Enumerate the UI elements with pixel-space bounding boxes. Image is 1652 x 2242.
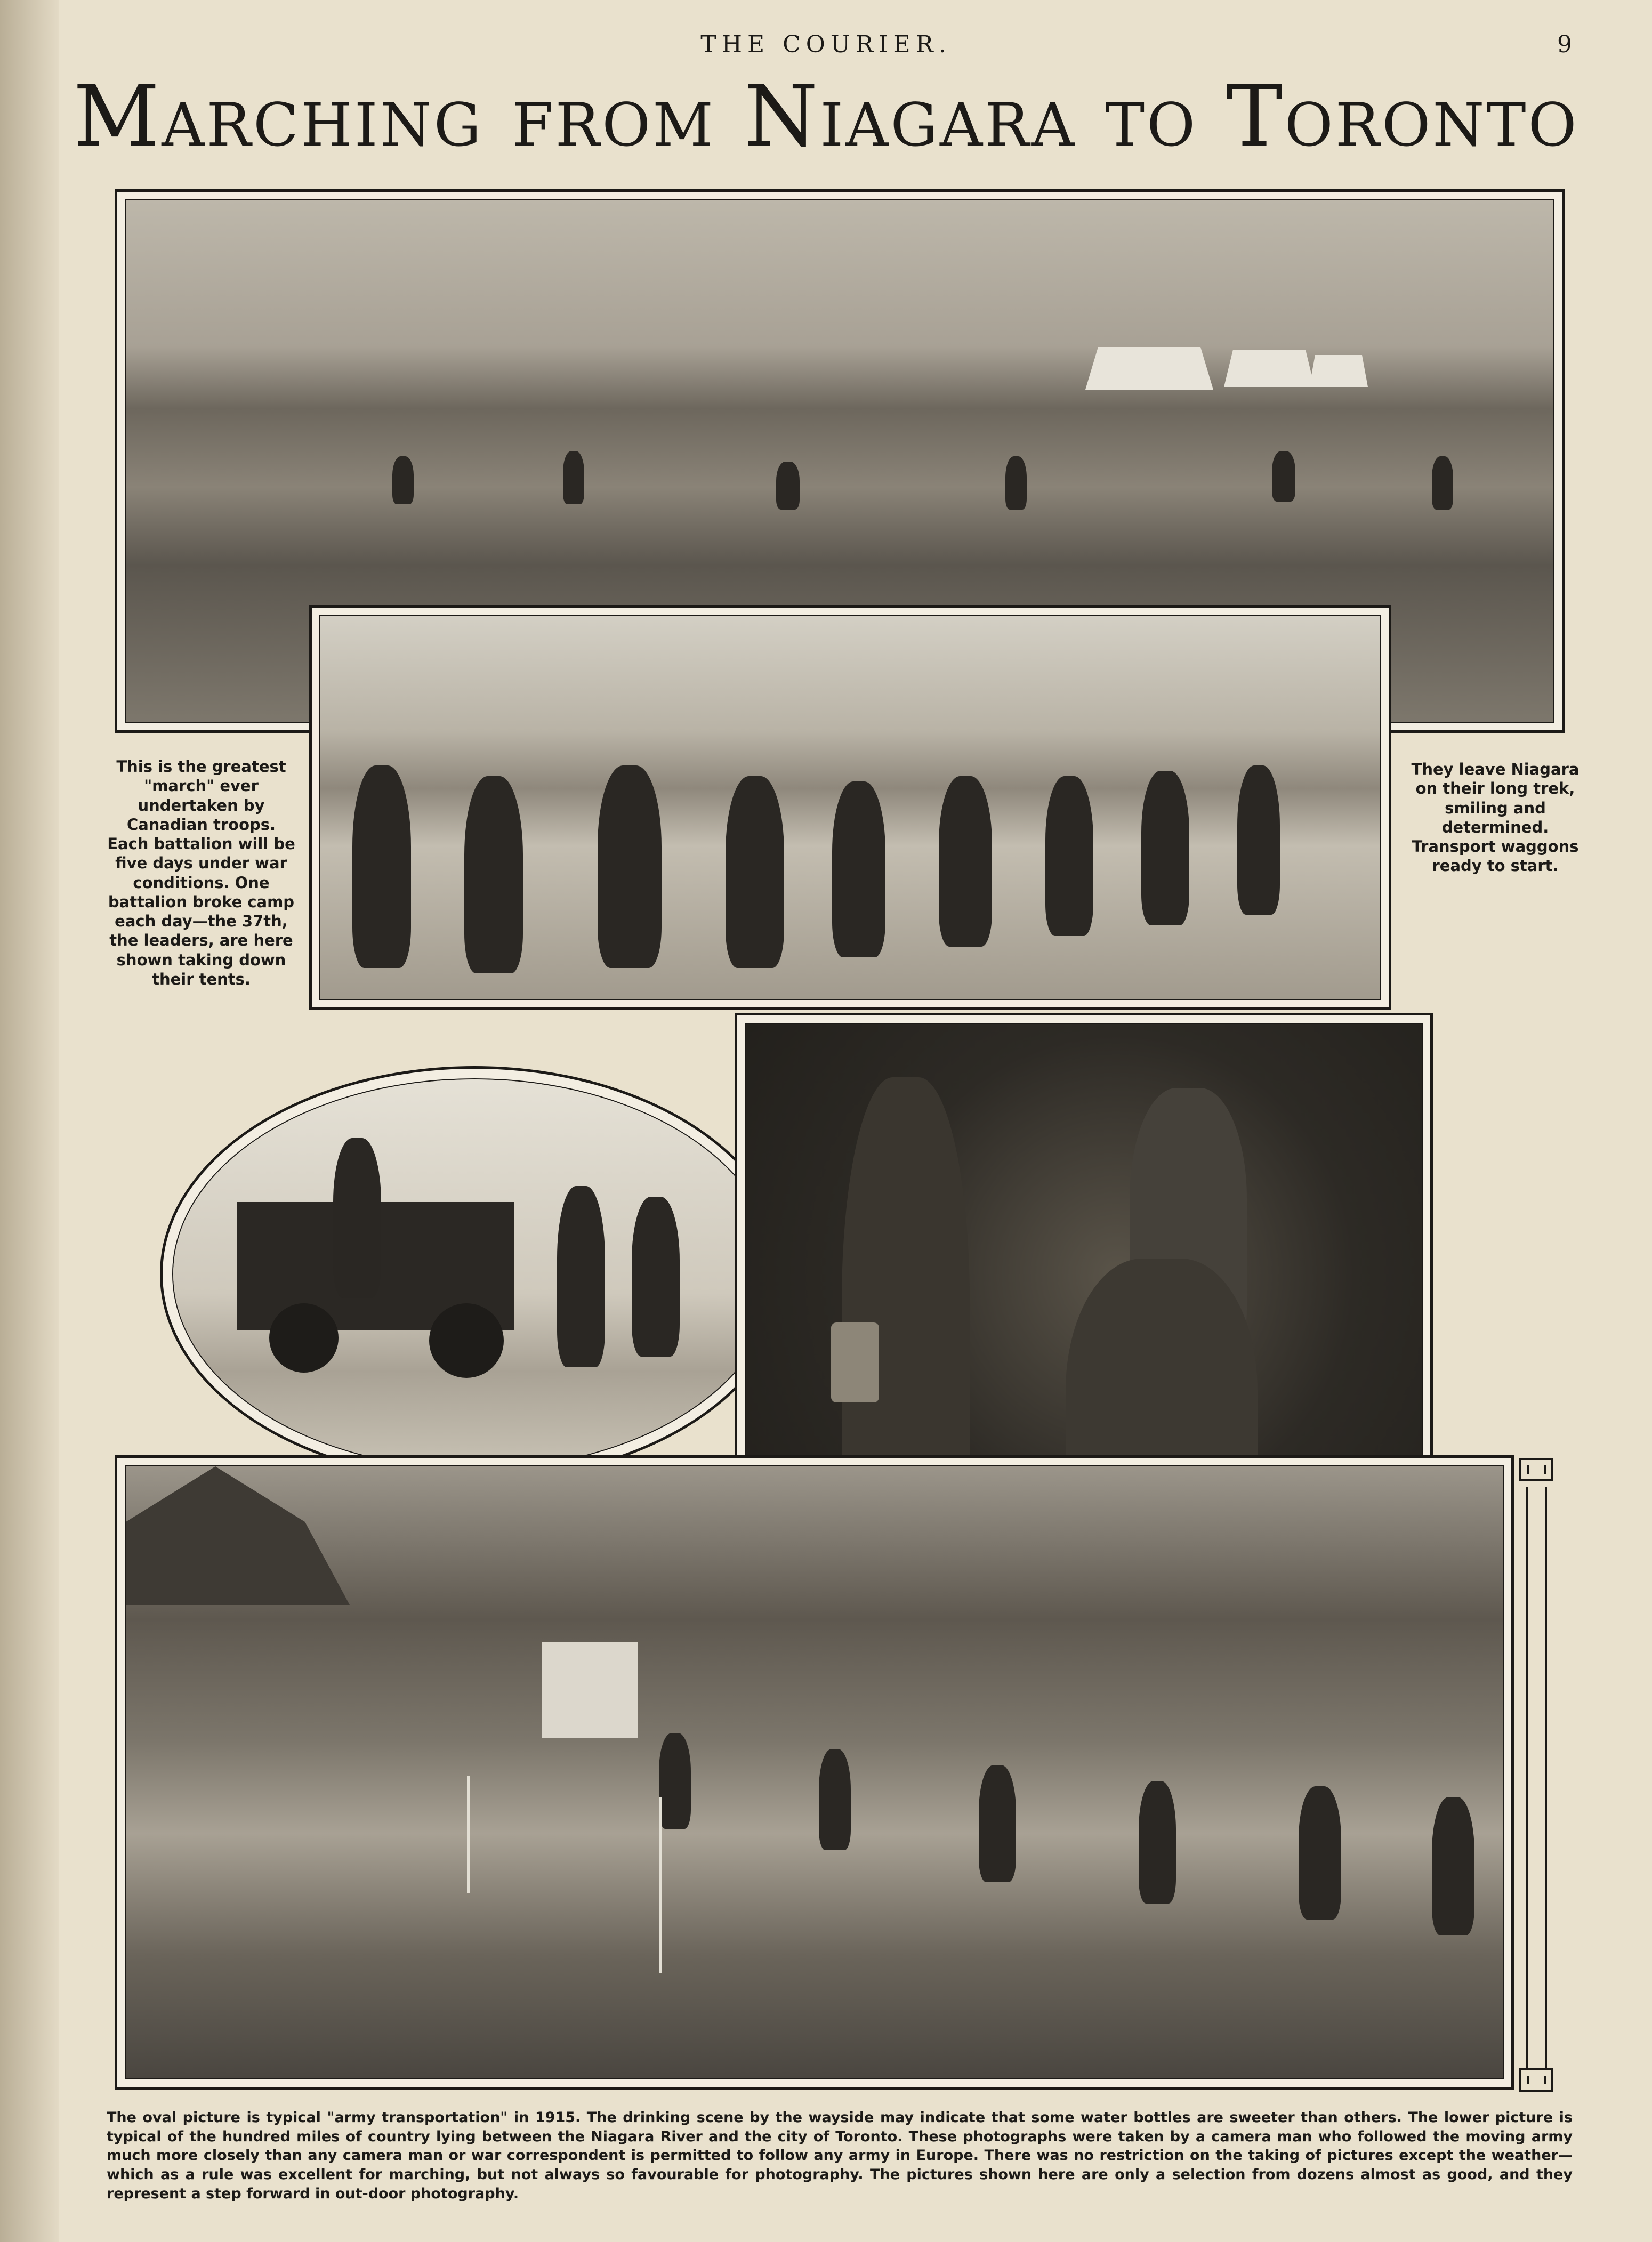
photo-road-to-toronto bbox=[125, 1465, 1504, 2079]
rule-cap-bottom bbox=[1519, 2068, 1553, 2092]
photo-frame-road bbox=[115, 1455, 1514, 2090]
photo-troops-leaving-niagara bbox=[319, 615, 1381, 1000]
photo-frame-march bbox=[309, 605, 1391, 1010]
page-title: Marching from Niagara to Toronto bbox=[73, 68, 1579, 166]
decorative-side-rule bbox=[1526, 1487, 1547, 2074]
photo-frame-oval-transport bbox=[160, 1066, 789, 1482]
photo-army-transportation bbox=[172, 1078, 777, 1470]
caption-bottom: The oval picture is typical "army transportation" in 1915. The drinking scene by the wayside may indicate that some water bottles are sweeter than others. The lower picture is typical of the hundred miles of country lying between the Niagara River and the city of Toronto. These photographs were taken by a camera man who followed the moving army much more closely than any camera man or war correspondent is permitted to follow any army in Europe. There was no restriction on the taking of pictures except the weather—which as a rule was excellent for marching, but not always so favourable for photography. The pictures shown here are only a selection from dozens almost as good, and they represent a step forward in out-door photography. bbox=[107, 2109, 1573, 2202]
rule-cap-top bbox=[1519, 1458, 1553, 1481]
running-head: THE COURIER. bbox=[700, 31, 952, 58]
caption-left: This is the greatest "march" ever undertaken by Canadian troops. Each battalion will be five days under war conditions. One battalion broke camp each day—the 37th, the leaders, are here shown taking down their tents. bbox=[107, 757, 295, 988]
page-gutter-shadow bbox=[0, 0, 59, 2242]
caption-right: They leave Niagara on their long trek, smiling and determined. Transport waggons ready to start. bbox=[1411, 760, 1580, 875]
page-number: 9 bbox=[1557, 31, 1572, 58]
